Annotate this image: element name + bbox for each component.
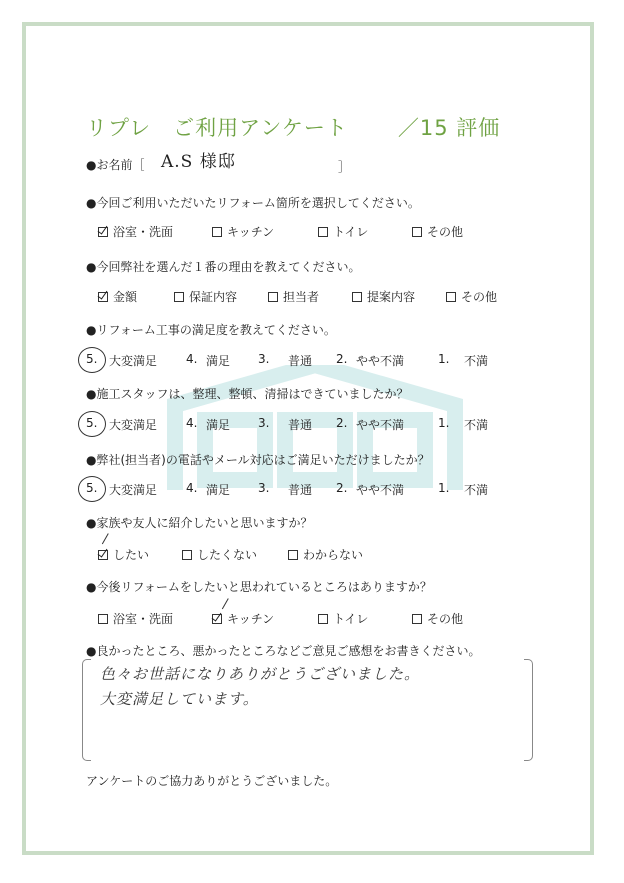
q2-option-5[interactable] (446, 288, 497, 305)
checkbox[interactable] (98, 550, 108, 560)
question-4: ●施工スタッフは、整理、整頓、清掃はできていましたか？ (86, 387, 409, 401)
scale-5[interactable]: 5. (86, 481, 98, 495)
checkbox[interactable] (412, 614, 422, 624)
comment-line-1: 色々お世話になりありがとうございました。 (100, 665, 421, 683)
scale-3[interactable]: 3. (258, 352, 270, 366)
scale-5-label: 大変満足 (109, 418, 158, 432)
checkbox[interactable] (212, 227, 222, 237)
q6-option-2[interactable] (182, 546, 257, 563)
question-6: ●家族や友人に紹介したいと思いますか？ (86, 516, 313, 530)
option-label: トイレ (333, 225, 369, 239)
scale-3-label: 普通 (288, 354, 313, 368)
name-label: ●お名前［ (86, 158, 145, 172)
q6-option-3[interactable] (288, 546, 363, 563)
scale-3-label: 普通 (288, 418, 313, 432)
q7-option-4[interactable] (412, 610, 463, 627)
comment-box-left-bracket (82, 659, 91, 761)
option-label: トイレ (333, 612, 369, 626)
footer-thanks: アンケートのご協力ありがとうございました。 (86, 774, 338, 788)
checkbox[interactable] (412, 227, 422, 237)
rating-text: ／15 評価 (397, 116, 501, 140)
checkbox[interactable] (98, 292, 108, 302)
q7-option-1[interactable] (98, 610, 173, 627)
checkbox[interactable] (318, 614, 328, 624)
option-label: その他 (461, 290, 498, 304)
scale-5-label: 大変満足 (109, 483, 158, 497)
scale-1-label: 不満 (464, 483, 489, 497)
checkbox[interactable] (98, 614, 108, 624)
title-text: リプレ ご利用アンケート (86, 116, 348, 140)
checkbox[interactable] (288, 550, 298, 560)
option-label: したくない (197, 548, 258, 562)
q2-option-3[interactable] (268, 288, 319, 305)
option-label: 金額 (113, 290, 138, 304)
name-value[interactable]: A.S 様邸 (161, 152, 236, 172)
option-label: その他 (427, 612, 464, 626)
scale-4-label: 満足 (206, 418, 231, 432)
scale-1-label: 不満 (464, 418, 489, 432)
question-5: ●弊社(担当者)の電話やメール対応はご満足いただけましたか？ (86, 453, 430, 467)
question-8: ●良かったところ、悪かったところなどご意見ご感想をお書きください。 (86, 644, 481, 658)
scale-3[interactable]: 3. (258, 416, 270, 430)
scale-5[interactable]: 5. (86, 416, 98, 430)
q1-option-1[interactable] (98, 223, 173, 240)
scale-2[interactable]: 2. (336, 416, 348, 430)
scale-5[interactable]: 5. (86, 352, 98, 366)
q1-option-2[interactable] (212, 223, 274, 240)
q7-option-2[interactable] (212, 610, 274, 627)
option-label: キッチン (227, 225, 275, 239)
option-label: 保証内容 (189, 290, 238, 304)
q1-option-3[interactable] (318, 223, 368, 240)
checkbox[interactable] (98, 227, 108, 237)
question-2: ●今回弊社を選んだ１番の理由を教えてください。 (86, 260, 361, 274)
q2-option-2[interactable] (174, 288, 237, 305)
scale-4[interactable]: 4. (186, 352, 198, 366)
option-label: わからない (303, 548, 364, 562)
q2-option-4[interactable] (352, 288, 415, 305)
checkbox[interactable] (212, 614, 222, 624)
scale-4-label: 満足 (206, 354, 231, 368)
option-label: 浴室・洗面 (113, 225, 174, 239)
scale-2-label: やや不満 (356, 483, 405, 497)
scale-1[interactable]: 1. (438, 416, 450, 430)
option-label: 浴室・洗面 (113, 612, 174, 626)
option-label: その他 (427, 225, 464, 239)
q2-option-1[interactable] (98, 288, 137, 305)
question-7: ●今後リフォームをしたいと思われているところはありますか？ (86, 580, 432, 594)
option-label: したい (113, 548, 150, 562)
checkbox[interactable] (268, 292, 278, 302)
option-label: 担当者 (283, 290, 320, 304)
scale-5-label: 大変満足 (109, 354, 158, 368)
question-3: ●リフォーム工事の満足度を教えてください。 (86, 323, 336, 337)
name-bracket-close: ］ (338, 160, 351, 174)
checkbox[interactable] (182, 550, 192, 560)
scale-2-label: やや不満 (356, 354, 405, 368)
scale-4[interactable]: 4. (186, 481, 198, 495)
survey-title (86, 112, 500, 142)
scale-2[interactable]: 2. (336, 481, 348, 495)
question-1: ●今回ご利用いただいたリフォーム箇所を選択してください。 (86, 196, 420, 210)
scale-2[interactable]: 2. (336, 352, 348, 366)
scale-4[interactable]: 4. (186, 416, 198, 430)
scale-4-label: 満足 (206, 483, 231, 497)
comment-box-right-bracket (524, 659, 533, 761)
q6-option-1[interactable] (98, 546, 149, 563)
scale-3[interactable]: 3. (258, 481, 270, 495)
scale-3-label: 普通 (288, 483, 313, 497)
scale-1[interactable]: 1. (438, 352, 450, 366)
q1-option-4[interactable] (412, 223, 463, 240)
option-label: 提案内容 (367, 290, 416, 304)
scale-1[interactable]: 1. (438, 481, 450, 495)
checkbox[interactable] (446, 292, 456, 302)
scale-2-label: やや不満 (356, 418, 405, 432)
option-label: キッチン (227, 612, 275, 626)
q7-option-3[interactable] (318, 610, 368, 627)
scale-1-label: 不満 (464, 354, 489, 368)
checkbox[interactable] (318, 227, 328, 237)
comment-line-2: 大変満足しています。 (100, 690, 259, 708)
checkbox[interactable] (174, 292, 184, 302)
checkbox[interactable] (352, 292, 362, 302)
